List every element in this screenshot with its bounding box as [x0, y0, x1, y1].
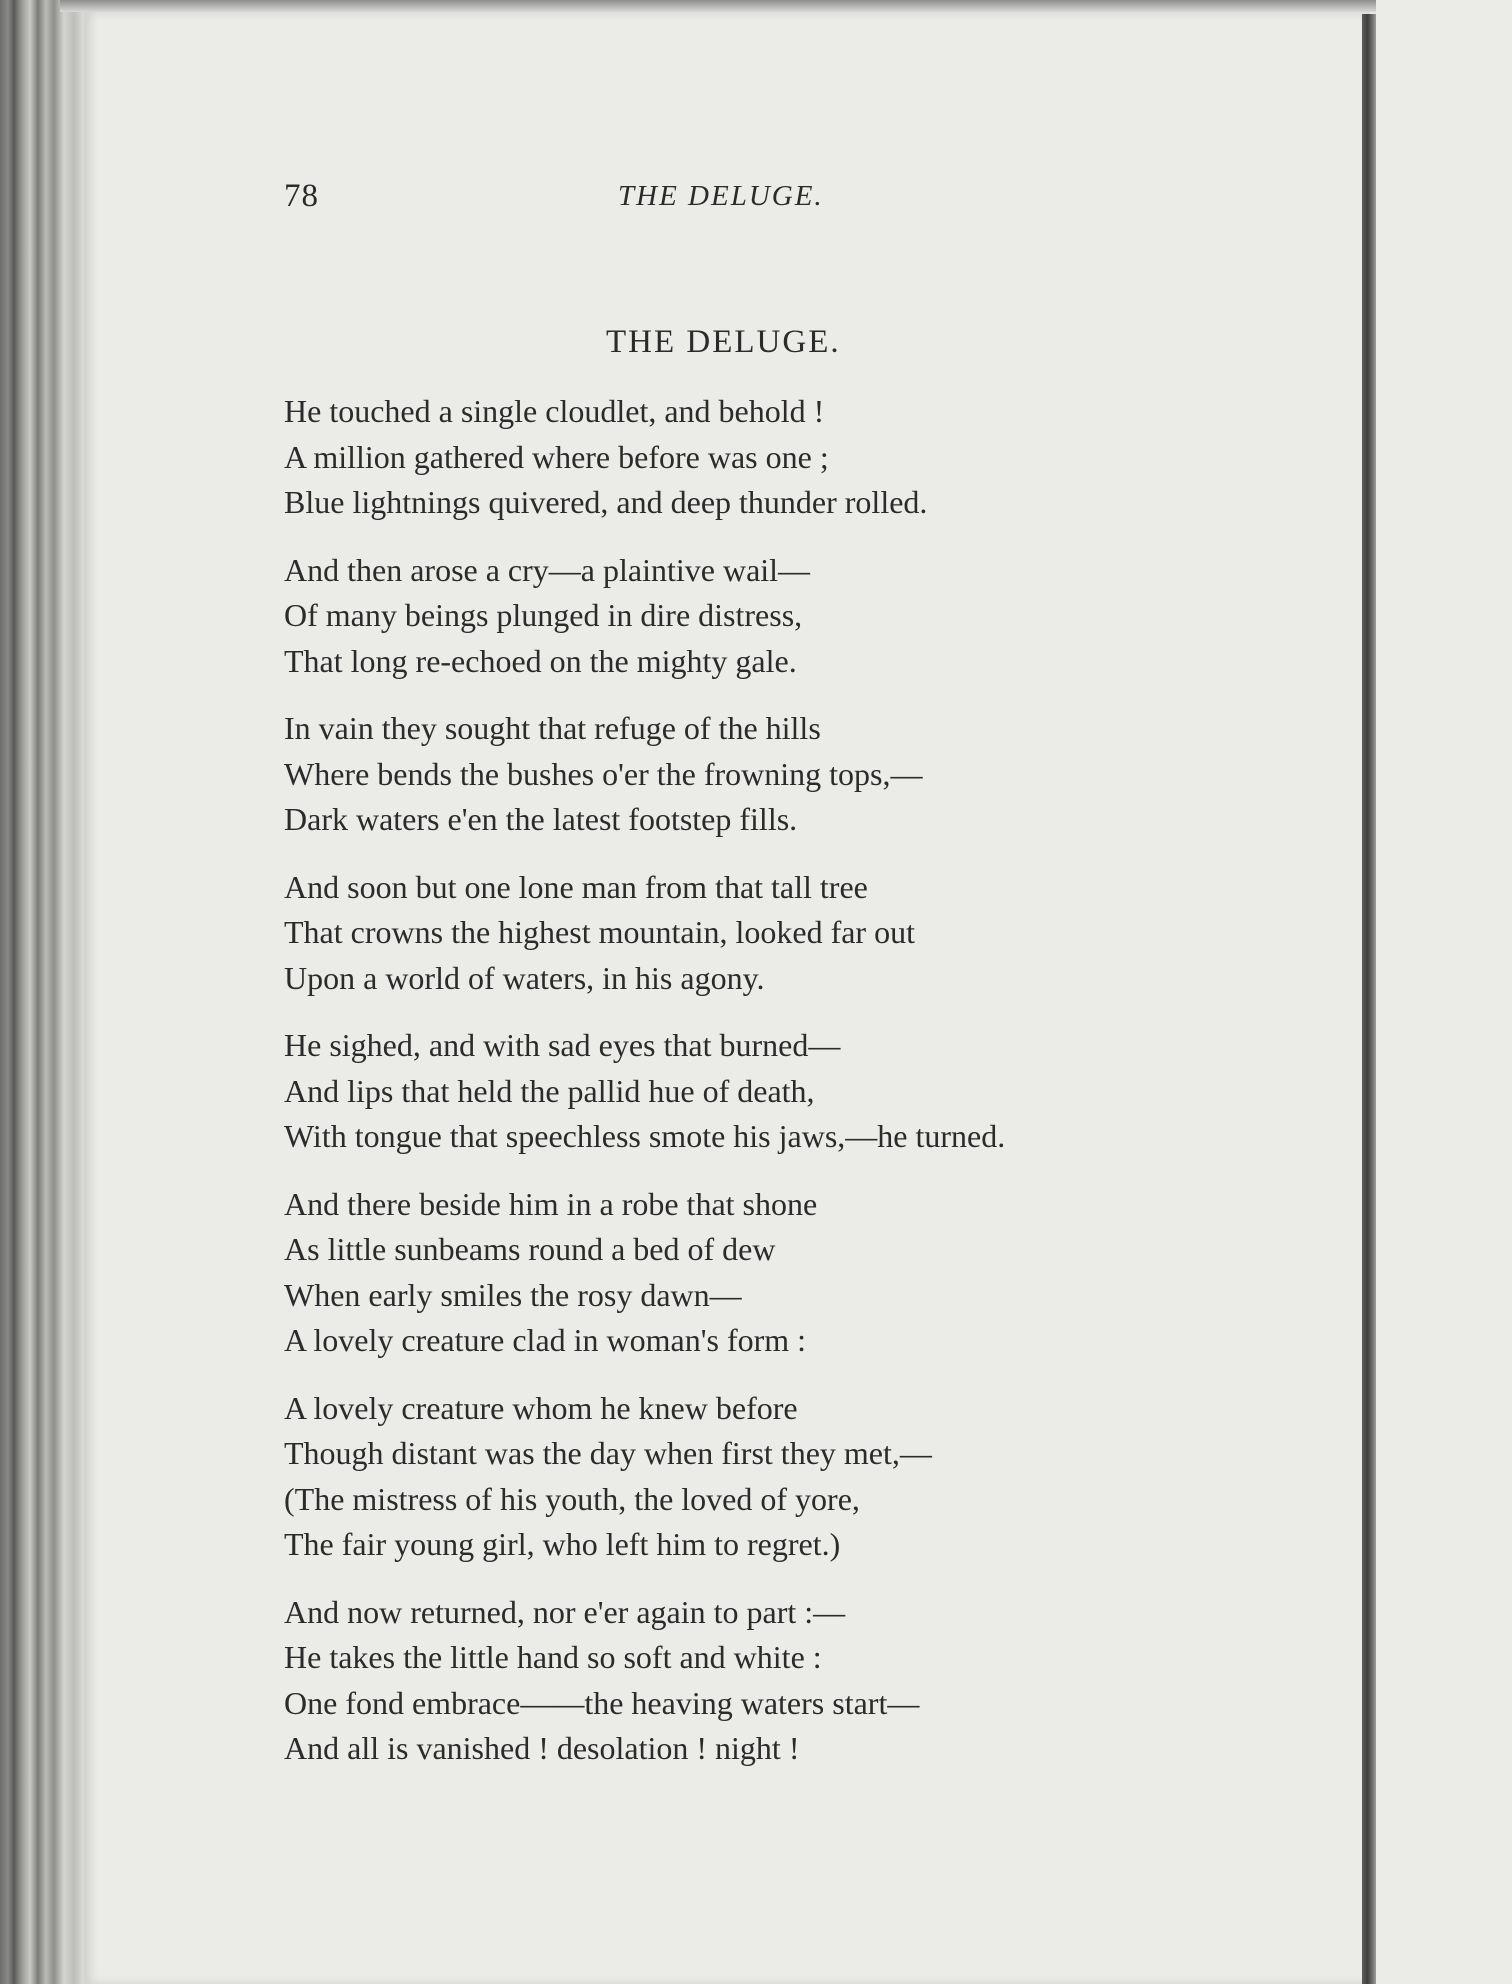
- stanza: [284, 1182, 1284, 1364]
- page-text: [284, 160, 1284, 1794]
- poem-line: And soon but one lone man from that tall tree: [284, 868, 868, 905]
- poem-line: One fond embrace——the heaving waters start—: [284, 1684, 920, 1721]
- stanza: [284, 389, 1284, 526]
- stanza: [284, 865, 1284, 1002]
- poem-line: That long re-echoed on the mighty gale.: [284, 642, 797, 679]
- poem-line: A lovely creature whom he knew before: [284, 1389, 798, 1426]
- page-top-edge: [60, 0, 1380, 12]
- running-head: [284, 160, 1284, 220]
- poem-line: A lovely creature clad in woman's form :: [284, 1322, 807, 1358]
- stanza: [284, 706, 1284, 843]
- poem-line: With tongue that speechless smote his jaws,—he turned.: [284, 1118, 1006, 1154]
- book-spine: [0, 0, 92, 1984]
- stanza: [284, 1023, 1284, 1160]
- poem-line: Of many beings plunged in dire distress,: [284, 597, 803, 633]
- poem-line: As little sunbeams round a bed of dew: [284, 1231, 776, 1267]
- poem-line: And now returned, nor e'er again to part :—: [284, 1593, 846, 1630]
- poem-title: THE DELUGE.: [606, 324, 841, 360]
- poem-line: Dark waters e'en the latest footstep fills.: [284, 801, 798, 837]
- poem-line: He takes the little hand so soft and white :: [284, 1639, 822, 1675]
- poem-line: The fair young girl, who left him to regret.): [284, 1526, 841, 1562]
- poem-body: [284, 389, 1284, 1772]
- adjacent-page: [1376, 0, 1512, 1984]
- page-right-edge: [1362, 14, 1376, 1984]
- poem-line: Blue lightnings quivered, and deep thunder rolled.: [284, 484, 928, 520]
- poem-line: Upon a world of waters, in his agony.: [284, 959, 765, 996]
- poem-line: Where bends the bushes o'er the frowning tops,—: [284, 755, 923, 792]
- poem-line: And all is vanished ! desolation ! night !: [284, 1730, 800, 1766]
- stanza: [284, 548, 1284, 685]
- poem-line: He sighed, and with sad eyes that burned—: [284, 1027, 841, 1063]
- poem-line: When early smiles the rosy dawn—: [284, 1276, 742, 1313]
- running-title: THE DELUGE.: [618, 180, 824, 212]
- stanza: [284, 1590, 1284, 1772]
- poem-line: In vain they sought that refuge of the hills: [284, 710, 821, 746]
- poem-line: And then arose a cry—a plaintive wail—: [284, 551, 811, 588]
- poem-line: Though distant was the day when first they met,—: [284, 1435, 932, 1471]
- page-number: 78: [284, 178, 319, 214]
- poem-line: And there beside him in a robe that shone: [284, 1185, 818, 1222]
- stanza: [284, 1386, 1284, 1568]
- poem-line: And lips that held the pallid hue of death,: [284, 1072, 815, 1109]
- poem-line: He touched a single cloudlet, and behold !: [284, 393, 825, 429]
- poem-line: A million gathered where before was one ;: [284, 438, 829, 475]
- poem-line: (The mistress of his youth, the loved of yore,: [284, 1480, 860, 1517]
- poem-line: That crowns the highest mountain, looked far out: [284, 914, 915, 950]
